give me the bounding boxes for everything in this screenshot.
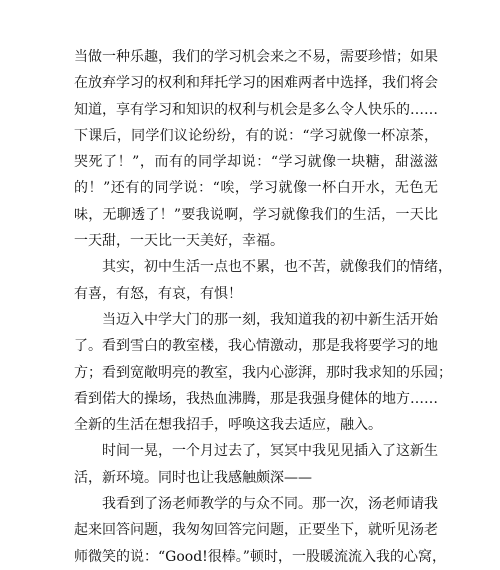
text-line: 味，无聊透了！”要我说啊，学习就像我们的生活，一天比 [74, 206, 438, 223]
text-line: 师微笑的说：“Good!很棒。”顿时，一股暖流流入我的心窝， [74, 548, 446, 565]
text-line: 在放弃学习的权利和拜托学习的困难两者中选择，我们将会 [74, 75, 438, 92]
text-line: 活，新环境。同时也让我感触颇深—— [74, 469, 312, 486]
paragraph-start-line: 当迈入中学大门的那一刻，我知道我的初中新生活开始 [102, 311, 438, 328]
paragraph-start-line: 我看到了汤老师教学的与众不同。那一次，汤老师请我 [102, 496, 438, 513]
text-line: 下课后，同学们议论纷纷，有的说：“学习就像一杯凉茶， [74, 127, 438, 144]
text-line: 一天甜，一天比一天美好，幸福。 [74, 233, 284, 250]
text-line: 了。看到雪白的教室楼，我心情激动，那是我将要学习的地 [74, 338, 438, 355]
text-line: 有喜，有怒，有哀，有惧！ [74, 285, 242, 302]
paragraph-start-line: 其实，初中生活一点也不累，也不苦，就像我们的情绪， [102, 259, 452, 276]
text-line: 当做一种乐趣，我们的学习机会来之不易，需要珍惜；如果 [74, 49, 438, 65]
paragraph-start-line: 时间一晃，一个月过去了，冥冥中我见见插入了这新生 [102, 443, 438, 460]
text-line: 全新的生活在想我招手，呼唤这我去适应，融入。 [74, 417, 382, 434]
text-line: 起来回答问题，我匆匆回答完问题，正要坐下，就听见汤老 [74, 522, 438, 539]
text-line: 看到偌大的操场，我热血沸腾，那是我强身健体的地方…… [74, 390, 438, 407]
document-body [74, 44, 452, 570]
text-line: 方；看到宽敞明亮的教室，我内心澎湃，那时我求知的乐园； [74, 364, 452, 381]
text-line: 知道，享有学习和知识的权利与机会是多么令人快乐的…… [74, 101, 438, 118]
text-line: 的！”还有的同学说：“唉，学习就像一杯白开水，无色无 [74, 180, 438, 197]
text-line: 哭死了！”，而有的同学却说：“学习就像一块糖，甜滋滋 [74, 154, 438, 171]
